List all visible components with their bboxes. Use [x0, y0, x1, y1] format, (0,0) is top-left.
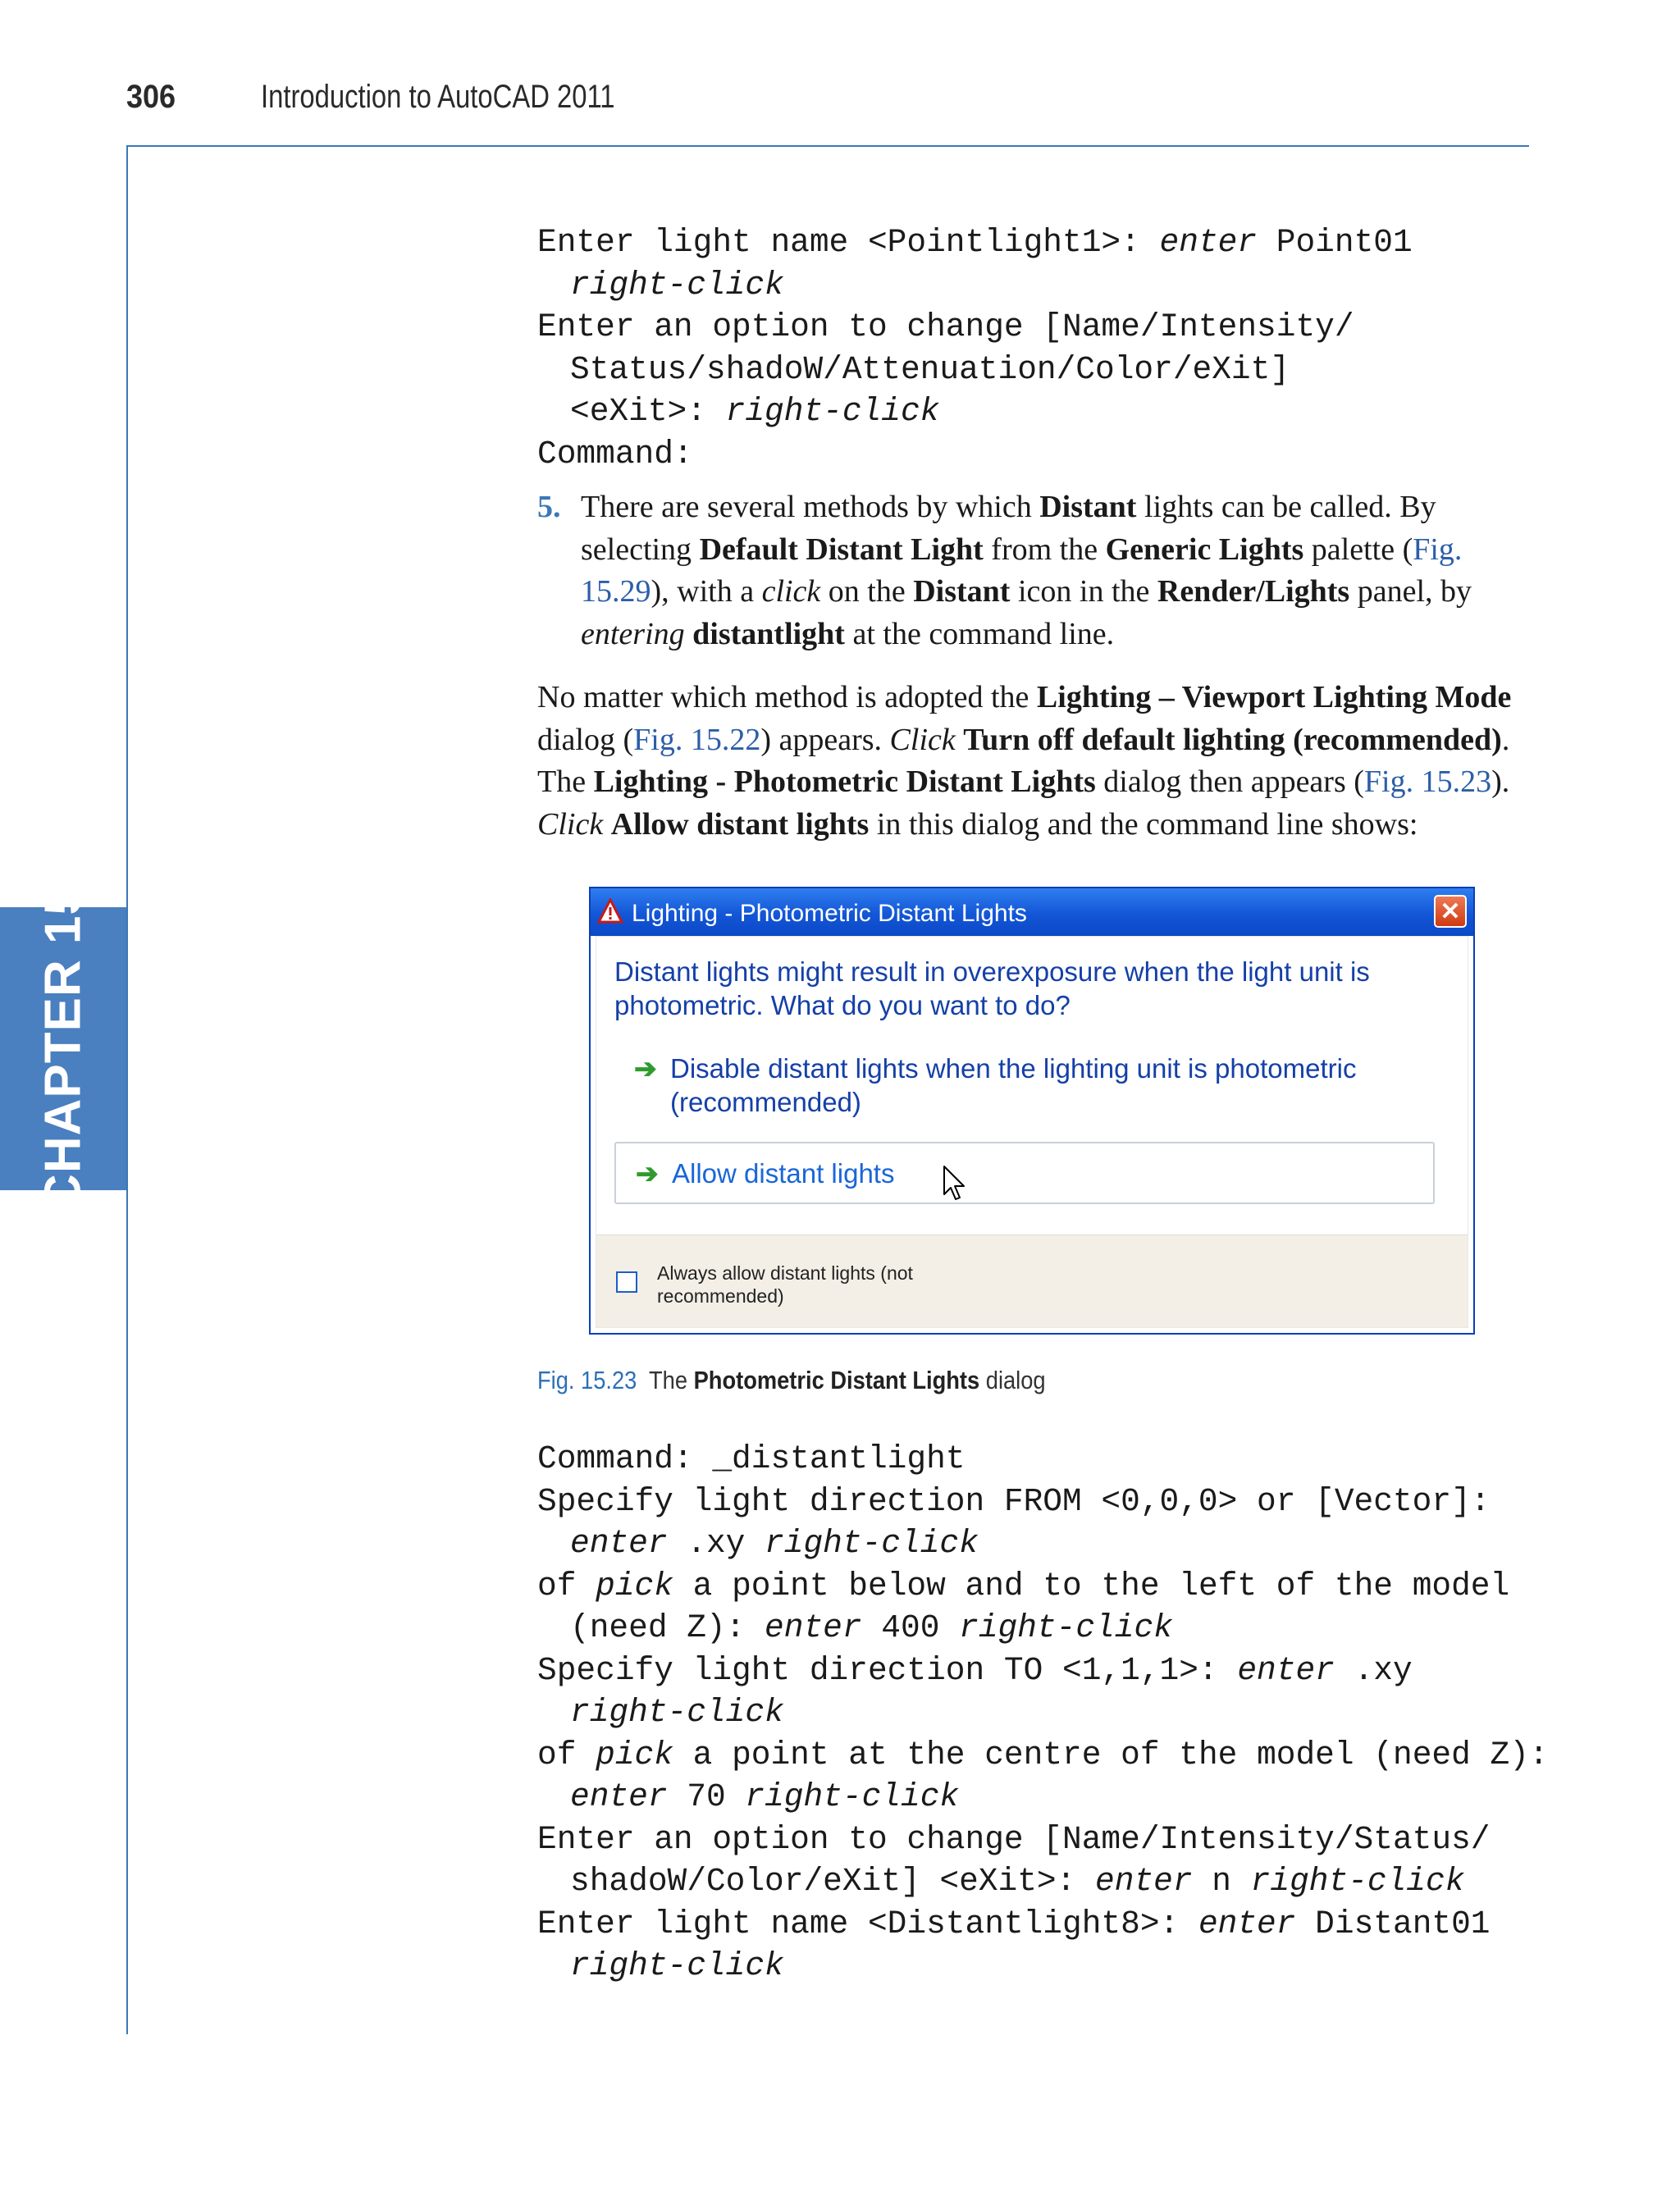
code-line: (need Z): enter 400 right-click — [570, 1609, 1173, 1646]
body-paragraph: No matter which method is adopted the Lighting – Viewport Lighting Mode dialog (Fig. 15.22) appears. Click Turn off default lighting (recommended). The Lighting - Photometric Distant Lights dialog then appears (Fig. 15.23). Click Allow distant lights in this dialog and the command line shows: — [537, 680, 1512, 842]
page-content — [537, 221, 1549, 1987]
always-allow-checkbox[interactable] — [616, 1271, 637, 1293]
code-line: right-click — [570, 1694, 784, 1731]
page-number: 306 — [126, 79, 176, 115]
code-line: Status/shadoW/Attenuation/Color/eXit] — [570, 350, 1290, 388]
dialog-title-bar[interactable] — [591, 888, 1473, 936]
option-label: Disable distant lights when the lighting unit is photometric (recommended) — [670, 1053, 1357, 1117]
dialog-footer — [596, 1234, 1468, 1327]
dialog-title: Lighting - Photometric Distant Lights — [632, 900, 1027, 927]
option-label: Allow distant lights — [672, 1158, 895, 1189]
code-line: Specify light direction FROM <0,0,0> or [Vector]: — [537, 1482, 1491, 1520]
figure-reference: Fig. 15.22 — [633, 722, 761, 757]
figure-reference: Fig. 15.29 — [581, 532, 1463, 609]
step-5 — [537, 486, 1546, 655]
mouse-pointer-icon — [943, 1165, 967, 1203]
code-line: enter 70 right-click — [570, 1778, 960, 1815]
step-text: There are several methods by which Distant lights can be called. By selecting Default Distant Light from the Generic Lights palette (Fig. 15.29), with a click on the Distant icon in the Render/Lights panel, by entering distantlight at the command line. — [581, 490, 1472, 651]
figure-reference: Fig. 15.23 — [1363, 764, 1492, 799]
dialog-body — [596, 936, 1468, 1328]
arrow-right-icon: ➔ — [636, 1158, 659, 1189]
code-block-2 — [537, 1438, 1549, 1987]
allow-distant-lights-option[interactable] — [614, 1142, 1435, 1204]
close-icon: ✕ — [1440, 897, 1461, 925]
code-line: Specify light direction TO <1,1,1>: enter .xy — [537, 1651, 1413, 1689]
photometric-distant-lights-dialog — [589, 887, 1475, 1335]
chapter-label: CHAPTER 15 — [34, 886, 92, 1211]
close-button[interactable] — [1434, 895, 1467, 928]
code-line: Command: — [537, 435, 693, 472]
chapter-tab — [0, 886, 126, 1211]
checkbox-label: Always allow distant lights (not recommended) — [657, 1262, 913, 1307]
code-block-1 — [537, 221, 1546, 475]
figure-caption: Fig. 15.23 The Photometric Distant Lights dialog — [537, 1366, 1046, 1394]
arrow-right-icon: ➔ — [634, 1053, 657, 1084]
margin-rule — [126, 145, 128, 2034]
header-rule — [126, 145, 1529, 147]
code-line: Enter an option to change [Name/Intensity/ — [537, 308, 1354, 345]
code-line: of pick a point at the centre of the model (need Z): — [537, 1736, 1549, 1773]
code-line: Command: _distantlight — [537, 1440, 966, 1477]
warning-icon — [597, 898, 623, 924]
code-line: shadoW/Color/eXit] <eXit>: enter n right-click — [570, 1863, 1465, 1900]
book-title: Introduction to AutoCAD 2011 — [261, 79, 615, 115]
code-line: right-click — [570, 266, 784, 303]
code-line: Enter an option to change [Name/Intensity/Status/ — [537, 1820, 1491, 1858]
figure-15-23 — [589, 887, 1475, 1335]
code-line: Enter light name <Pointlight1>: enter Point01 — [537, 224, 1413, 261]
dialog-message: Distant lights might result in overexposure when the light unit is photometric. What do you want to do? — [614, 956, 1370, 1020]
code-line: enter .xy right-click — [570, 1525, 979, 1562]
code-line: <eXit>: right-click — [570, 393, 940, 430]
step-number: 5. — [537, 490, 561, 524]
code-line: of pick a point below and to the left of the model — [537, 1567, 1510, 1604]
code-line: Enter light name <Distantlight8>: enter Distant01 — [537, 1905, 1491, 1942]
page-header — [126, 79, 615, 128]
disable-distant-lights-option[interactable] — [614, 1052, 1435, 1125]
code-line: right-click — [570, 1947, 784, 1984]
caption-number: Fig. 15.23 — [537, 1366, 637, 1394]
